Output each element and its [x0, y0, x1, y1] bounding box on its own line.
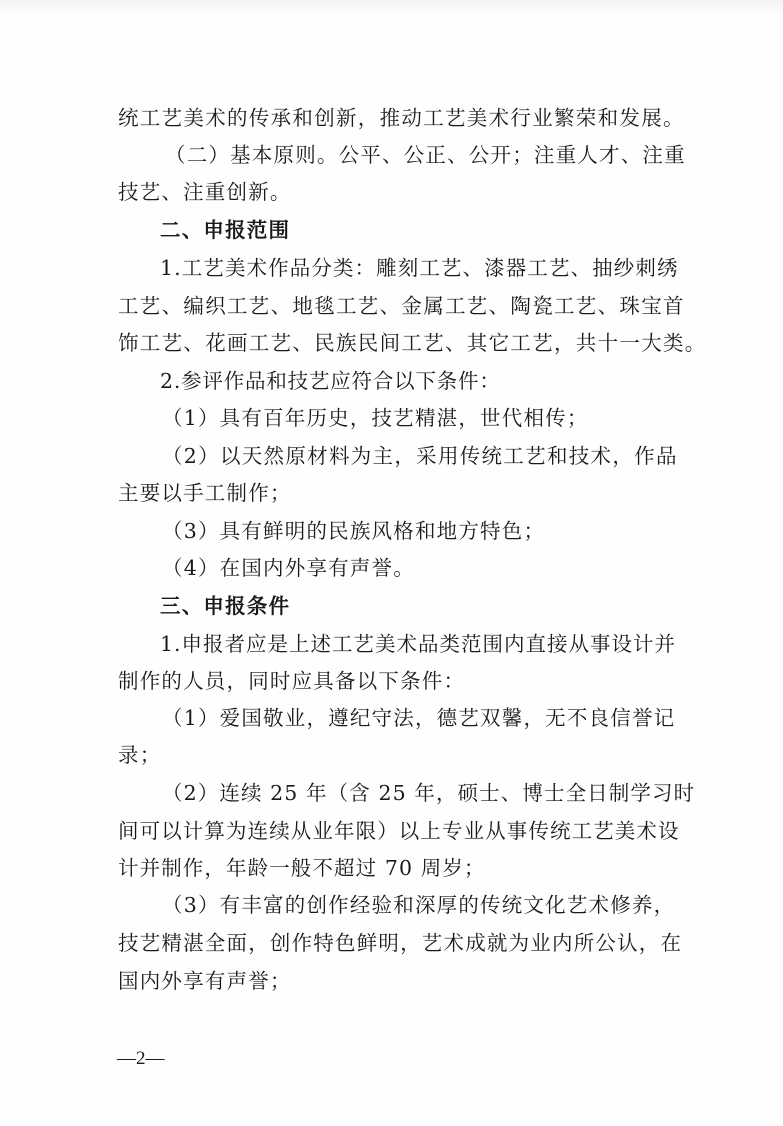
body-text-line: 2.参评作品和技艺应符合以下条件：: [160, 369, 501, 393]
body-text-line: 制作的人员，同时应具备以下条件：: [118, 669, 466, 693]
section-heading-scope: 二、申报范围: [160, 218, 291, 242]
list-item: （3）有丰富的创作经验和深厚的传统文化艺术修养，: [162, 893, 676, 917]
body-text-line: （二）基本原则。公平、公正、公开；注重人才、注重: [165, 143, 686, 167]
list-item: （2）连续 25 年（含 25 年，硕士、博士全日制学习时: [162, 781, 696, 805]
body-text-line: 国内外享有声誉；: [118, 969, 292, 993]
body-text-line: 技艺精湛全面，创作特色鲜明，艺术成就为业内所公认，在: [118, 931, 683, 955]
page-top-edge: [0, 0, 783, 14]
list-item: （1）爱国敬业，遵纪守法，德艺双馨，无不良信誉记: [162, 706, 676, 730]
list-item: （3）具有鲜明的民族风格和地方特色；: [162, 519, 546, 543]
list-item: （2）以天然原材料为主，采用传统工艺和技术，作品: [162, 444, 678, 468]
list-item: （1）具有百年历史，技艺精湛，世代相传；: [162, 406, 589, 430]
body-text-line: 1.申报者应是上述工艺美术品类范围内直接从事设计并: [160, 632, 677, 656]
body-text-line: 饰工艺、花画工艺、民族民间工艺、其它工艺，共十一大类。: [118, 331, 707, 355]
body-text-line: 间可以计算为连续从业年限）以上专业从事传统工艺美术设: [118, 819, 680, 843]
body-text-line: 主要以手工制作；: [118, 481, 292, 505]
section-heading-conditions: 三、申报条件: [160, 594, 291, 618]
body-text-line: 统工艺美术的传承和创新，推动工艺美术行业繁荣和发展。: [118, 106, 685, 130]
body-text-line: 计并制作，年龄一般不超过 70 周岁；: [118, 856, 486, 880]
page-number: —2—: [117, 1048, 165, 1069]
body-text-line: 1.工艺美术作品分类：雕刻工艺、漆器工艺、抽纱刺绣: [160, 256, 679, 280]
body-text-line: 工艺、编织工艺、地毯工艺、金属工艺、陶瓷工艺、珠宝首: [118, 294, 685, 318]
body-text-line: 技艺、注重创新。: [118, 180, 292, 204]
body-text-line: 录；: [118, 743, 162, 767]
list-item: （4）在国内外享有声誉。: [162, 556, 415, 580]
